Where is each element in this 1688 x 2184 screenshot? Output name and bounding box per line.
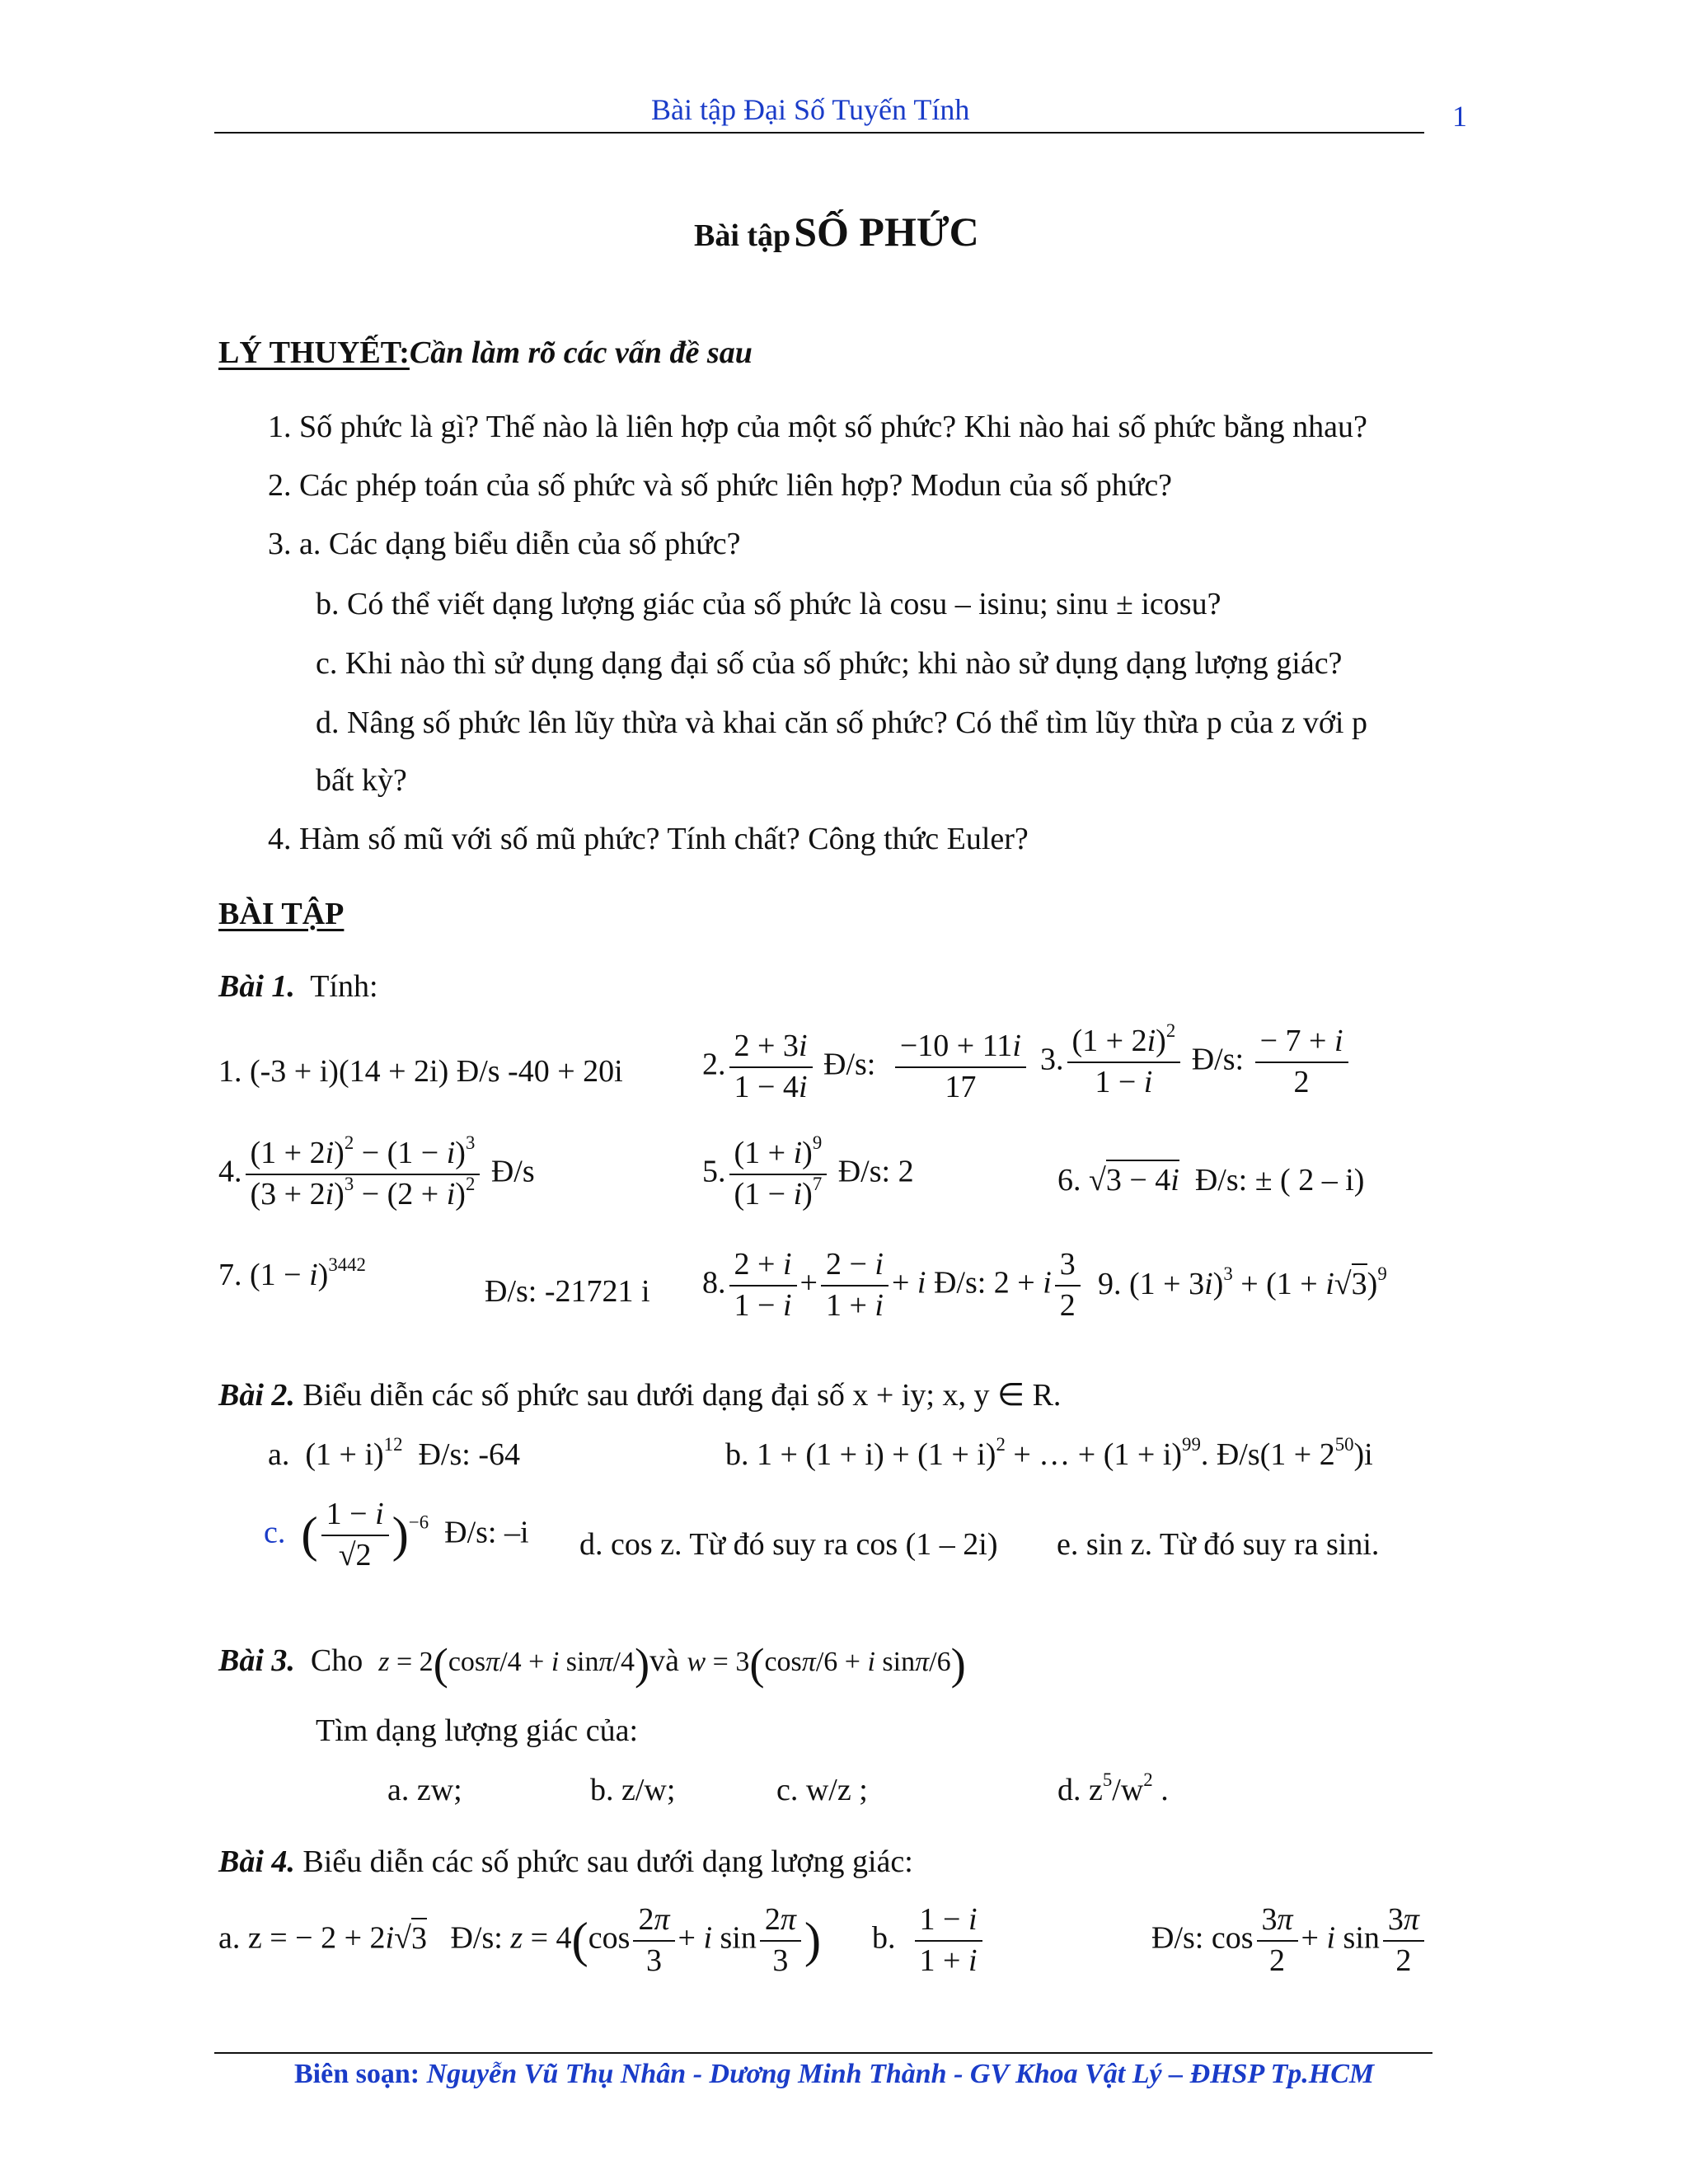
theory-item-3b: b. Có thể viết dạng lượng giác của số phức là cosu – isinu; sinu ± icosu?	[316, 587, 1221, 621]
bai2-item-d: d. cos z. Từ đó suy ra cos (1 – 2i)	[579, 1527, 998, 1562]
theory-item-3d-cont: bất kỳ?	[316, 763, 407, 798]
bai2-item-a: a. $(1 + i)^{12}$ Đ/s: -64	[268, 1433, 520, 1472]
bai2-heading: Bài 2. Biểu diễn các số phức sau dưới dạng đại số x + iy; x, y ∈ R.	[218, 1378, 1062, 1413]
page-number: 1	[1452, 100, 1467, 133]
theory-item-3d: d. Nâng số phức lên lũy thừa và khai căn số phức? Có thể tìm lũy thừa p của z với p	[316, 705, 1367, 740]
bai4-item-b: b. $\frac{1 - i}{1 + i}$	[872, 1904, 986, 1978]
bai4-item-a: a. z = − 2 + 2i√3 Đ/s: z = 4(cos $\frac{2\pi}{3}$ + i sin $\frac{2\pi}{3}$ )	[218, 1902, 822, 1978]
theory-item-1: 1. Số phức là gì? Thế nào là liên hợp của một số phức? Khi nào hai số phức bằng nhau?	[268, 410, 1367, 444]
bai4-heading: Bài 4. Biểu diễn các số phức sau dưới dạng lượng giác:	[218, 1844, 913, 1879]
bai1-item-7: 7. $(1 - i)^{3442}$	[218, 1254, 366, 1292]
theory-item-3a: 3. a. Các dạng biểu diễn của số phức?	[268, 527, 741, 561]
header-rule	[214, 132, 1424, 134]
bai1-item-6: 6. √3 − 4i Đ/s: ± ( 2 – i)	[1057, 1162, 1364, 1198]
running-header: Bài tập Đại Số Tuyến Tính	[651, 93, 970, 126]
bai1-item-8: 8. $\frac{2 + i}{1 - i}$ + $\frac{2 - i}{1 + i}$ + i Đ/s: 2 + i $\frac{3}{2}$	[702, 1249, 1084, 1323]
bai1-item-7-answer: Đ/s: -21721 i	[485, 1274, 650, 1309]
bai1-heading: Bài 1. Tính:	[218, 969, 378, 1004]
bai1-item-2: 2. $\frac{2 + 3i}{1 - 4i}$ Đ/s: $\frac{-10 + 11i}{17}$	[702, 1030, 1029, 1104]
bai3-item-c: c. w/z ;	[776, 1773, 868, 1807]
bai1-item-1: 1. (-3 + i)(14 + 2i) Đ/s -40 + 20i	[218, 1054, 623, 1089]
bai3-item-d: d. $z^5/w^2$ .	[1057, 1769, 1169, 1807]
bai1-item-4: 4. $\frac{(1 + 2i)^2 - (1 - i)^3}{(3 + 2i)^3 - (2 + i)^2}$ Đ/s	[218, 1132, 535, 1212]
bai1-item-3: 3. $\frac{(1 + 2i)^2}{1 - i}$ Đ/s: $\frac{- 7 + i}{2}$	[1040, 1025, 1352, 1099]
bai4-item-b-answer: Đ/s: cos $\frac{3\pi}{2}$ + i sin $\frac{3\pi}{2}$	[1151, 1904, 1428, 1978]
bai3-item-b: b. z/w;	[590, 1773, 676, 1807]
bai2-item-c: c. ( $\frac{1 - i}{√2}$ )$^{-6}$ Đ/s: –i	[264, 1497, 529, 1572]
bai1-item-5: 5. $\frac{(1 + i)^9}{(1 - i)^7}$ Đ/s: 2	[702, 1132, 914, 1212]
bai3-item-a: a. zw;	[387, 1773, 462, 1807]
theory-heading: LÝ THUYẾT:Cần làm rõ các vấn đề sau	[218, 335, 753, 370]
footer-credits: Biên soạn: Nguyễn Vũ Thụ Nhân - Dương Minh Thành - GV Khoa Vật Lý – ĐHSP Tp.HCM	[294, 2059, 1375, 2089]
bai2-item-b: b. $1 + (1 + i) + (1 + i)^2$ + … + $(1 + i)^{99}$. Đ/s(1 + $2^{50})i$	[725, 1433, 1373, 1472]
exercises-heading: BÀI TẬP	[218, 897, 345, 931]
theory-item-4: 4. Hàm số mũ với số mũ phức? Tính chất? Công thức Euler?	[268, 822, 1029, 856]
bai1-item-9: 9. $(1 + 3i)^3 + (1 + i√3)^9$	[1098, 1263, 1387, 1301]
page-title: Bài tập SỐ PHỨC	[694, 209, 979, 255]
footer-rule	[214, 2052, 1432, 2054]
bai3-find: Tìm dạng lượng giác của:	[316, 1713, 639, 1748]
bai3-heading: Bài 3. Cho z = 2(cosπ/4 + i sinπ/4)và w = 3(cosπ/6 + i sinπ/6)	[218, 1639, 966, 1689]
theory-item-3c: c. Khi nào thì sử dụng dạng đại số của số phức; khi nào sử dụng dạng lượng giác?	[316, 646, 1343, 681]
bai2-item-e: e. sin z. Từ đó suy ra sini.	[1057, 1527, 1380, 1562]
theory-item-2: 2. Các phép toán của số phức và số phức liên hợp? Modun của số phức?	[268, 468, 1173, 503]
